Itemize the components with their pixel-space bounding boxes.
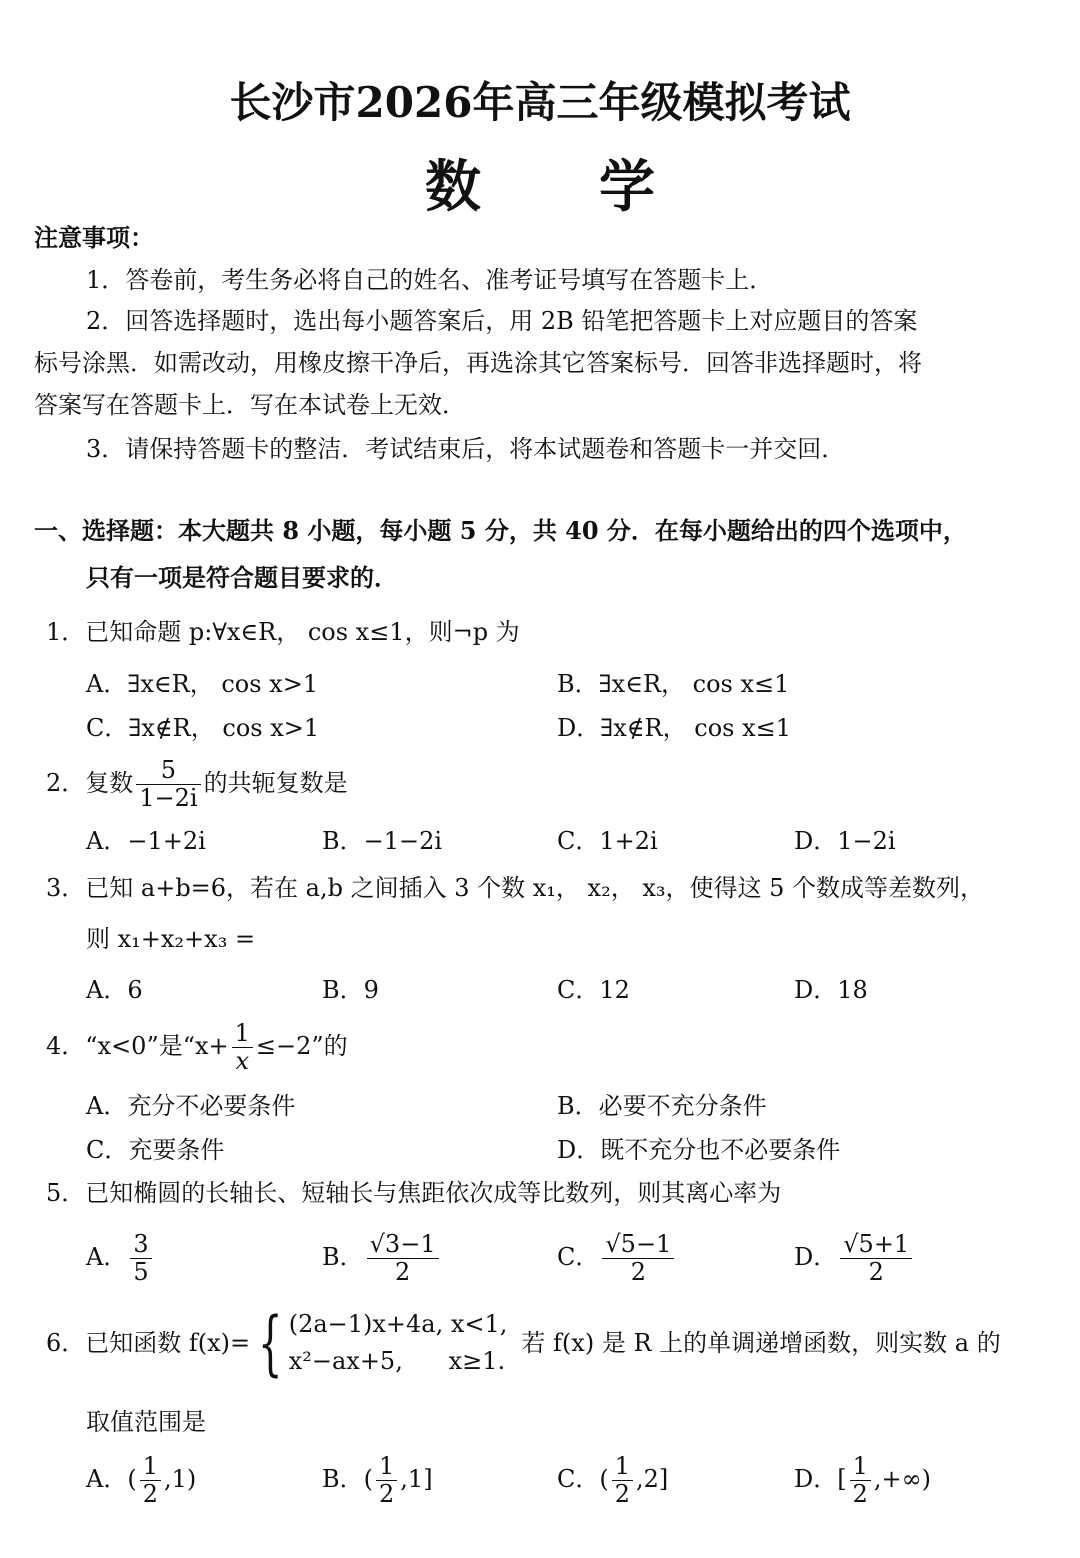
- q6-option-c: [557, 1454, 668, 1507]
- q6-option-a-label: A．: [86, 1465, 128, 1494]
- q6-option-d-close: ,+∞): [873, 1465, 931, 1494]
- q4-fraction: [232, 1021, 253, 1074]
- q5-option-a-label: A．: [86, 1243, 128, 1272]
- q6-option-d-open: [: [837, 1465, 847, 1494]
- q6-case-1: (2a−1)x+4a, x<1,: [288, 1310, 508, 1338]
- q5-option-c: [557, 1232, 677, 1285]
- q5-option-a: [86, 1232, 155, 1285]
- q4-stem: [46, 1021, 348, 1074]
- q6-case-2: x²−ax+5, x≥1.: [288, 1347, 506, 1376]
- q4-option-c: C．充要条件: [86, 1136, 225, 1164]
- q5-option-a-denominator: 5: [133, 1258, 149, 1287]
- q6-cases: [289, 1306, 508, 1380]
- q3-stem-line-2: 则 x₁+x₂+x₃ =: [86, 925, 256, 953]
- subject-title: 数学: [425, 154, 773, 220]
- q6-option-c-numerator: 1: [612, 1454, 633, 1481]
- q6-option-b-open: (: [363, 1465, 374, 1494]
- q1-stem: 1．已知命题 p:∀x∈R， cos x≤1，则¬p 为: [46, 618, 520, 646]
- q2-option-c: C．1+2i: [557, 827, 658, 855]
- q6-prefix: 6．已知函数 f(x)=: [46, 1329, 251, 1358]
- q1-option-d: D．∃x∉R， cos x≤1: [557, 714, 792, 742]
- q3-option-a: A．6: [86, 976, 143, 1004]
- section-heading-line-2: 只有一项是符合题目要求的．: [86, 563, 398, 592]
- q6-piecewise: [250, 1302, 508, 1385]
- q2-stem: [46, 758, 348, 811]
- q6-option-b-denominator: 2: [379, 1480, 395, 1509]
- q5-option-c-fraction: [602, 1232, 674, 1285]
- q2-option-a: A．−1+2i: [86, 827, 206, 855]
- q5-option-b-fraction: [367, 1232, 439, 1285]
- q2-option-d: D．1−2i: [794, 827, 896, 855]
- notice-item-2: 2．回答选择题时，选出每小题答案后，用 2B 铅笔把答题卡上对应题目的答案: [86, 307, 918, 335]
- q3-option-d: D．18: [794, 976, 868, 1004]
- q6-suffix: 若 f(x) 是 R 上的单调递增函数，则实数 a 的: [521, 1329, 1001, 1358]
- q6-option-c-label: C．: [557, 1465, 600, 1494]
- q2-option-b: B．−1−2i: [322, 827, 443, 855]
- q6-option-d-fraction: [850, 1454, 871, 1507]
- q2-suffix: 的共轭复数是: [203, 769, 348, 798]
- left-brace-icon: {: [258, 1302, 283, 1385]
- q5-option-b-numerator: √3−1: [367, 1232, 439, 1259]
- q5-option-d-fraction: [840, 1232, 912, 1285]
- q6-stem: [46, 1302, 1001, 1385]
- q1-option-c: C．∃x∉R， cos x>1: [86, 714, 320, 742]
- q3-stem-line-1: 3．已知 a+b=6，若在 a,b 之间插入 3 个数 x₁， x₂， x₃，使得这 5 个数成等差数列，: [46, 874, 985, 902]
- q5-option-c-label: C．: [557, 1243, 600, 1272]
- q6-option-d: [794, 1454, 931, 1507]
- q5-option-b-label: B．: [322, 1243, 364, 1272]
- q4-fraction-denominator: x: [235, 1047, 250, 1076]
- q6-option-d-numerator: 1: [850, 1454, 871, 1481]
- q4-suffix: ≤−2”的: [255, 1032, 348, 1061]
- q6-option-d-denominator: 2: [852, 1480, 868, 1509]
- q3-option-b: B．9: [322, 976, 379, 1004]
- q5-option-c-numerator: √5−1: [602, 1232, 674, 1259]
- q6-option-a-open: (: [127, 1465, 137, 1494]
- q5-option-c-denominator: 2: [630, 1258, 646, 1287]
- section-heading-line-1: 一、选择题：本大题共 8 小题，每小题 5 分，共 40 分．在每小题给出的四个选项中，: [34, 516, 967, 545]
- q5-option-d-denominator: 2: [868, 1258, 884, 1287]
- q4-prefix: 4．“x<0”是“x+: [46, 1032, 229, 1061]
- q1-option-b: B．∃x∈R， cos x≤1: [557, 670, 790, 698]
- q6-option-a: [86, 1454, 196, 1507]
- q6-option-b-numerator: 1: [376, 1454, 397, 1481]
- q6-option-c-denominator: 2: [614, 1480, 631, 1509]
- q4-option-d: D．既不充分也不必要条件: [557, 1136, 841, 1164]
- q6-option-a-denominator: 2: [142, 1480, 158, 1509]
- q1-option-a: A．∃x∈R， cos x>1: [86, 670, 319, 698]
- q5-option-d-numerator: √5+1: [840, 1232, 912, 1259]
- q6-option-a-numerator: 1: [140, 1454, 161, 1481]
- notice-heading: 注意事项：: [34, 223, 154, 252]
- q6-option-c-close: ,2]: [636, 1465, 669, 1494]
- q5-option-b-denominator: 2: [394, 1258, 411, 1287]
- q5-option-d: [794, 1232, 915, 1285]
- q5-option-d-label: D．: [794, 1243, 838, 1272]
- q6-option-a-fraction: [140, 1454, 161, 1507]
- exam-title: 长沙市2026年高三年级模拟考试: [229, 78, 851, 127]
- q6-option-a-close: ,1): [164, 1465, 197, 1494]
- q4-fraction-numerator: 1: [232, 1021, 253, 1048]
- notice-item-2-cont-2: 答案写在答题卡上．写在本试卷上无效．: [34, 391, 466, 419]
- notice-item-2-cont-1: 标号涂黑．如需改动，用橡皮擦干净后，再选涂其它答案标号．回答非选择题时，将: [34, 349, 922, 377]
- q2-fraction-denominator: 1−2i: [139, 784, 198, 813]
- q6-option-b: [322, 1454, 433, 1507]
- q5-option-a-numerator: 3: [130, 1232, 151, 1259]
- q4-option-b: B．必要不充分条件: [557, 1092, 767, 1120]
- q4-option-a: A．充分不必要条件: [86, 1092, 296, 1120]
- q2-prefix: 2．复数: [46, 769, 134, 798]
- q5-option-b: [322, 1232, 442, 1285]
- q6-option-b-fraction: [376, 1454, 397, 1507]
- q2-fraction: [136, 758, 200, 811]
- q6-option-b-close: ,1]: [400, 1465, 433, 1494]
- notice-item-1: 1．答卷前，考生务必将自己的姓名、准考证号填写在答题卡上．: [86, 266, 774, 294]
- q5-stem: 5．已知椭圆的长轴长、短轴长与焦距依次成等比数列，则其离心率为: [46, 1179, 782, 1207]
- q2-fraction-numerator: 5: [136, 758, 200, 785]
- q3-option-c: C．12: [557, 976, 630, 1004]
- q6-option-c-fraction: [612, 1454, 633, 1507]
- q6-stem-line-2: 取值范围是: [86, 1408, 206, 1436]
- q6-option-b-label: B．: [322, 1465, 364, 1494]
- q6-option-c-open: (: [599, 1465, 609, 1494]
- q6-option-d-label: D．: [794, 1465, 838, 1494]
- notice-item-3: 3．请保持答题卡的整洁．考试结束后，将本试题卷和答题卡一并交回．: [86, 435, 846, 463]
- q5-option-a-fraction: [130, 1232, 151, 1285]
